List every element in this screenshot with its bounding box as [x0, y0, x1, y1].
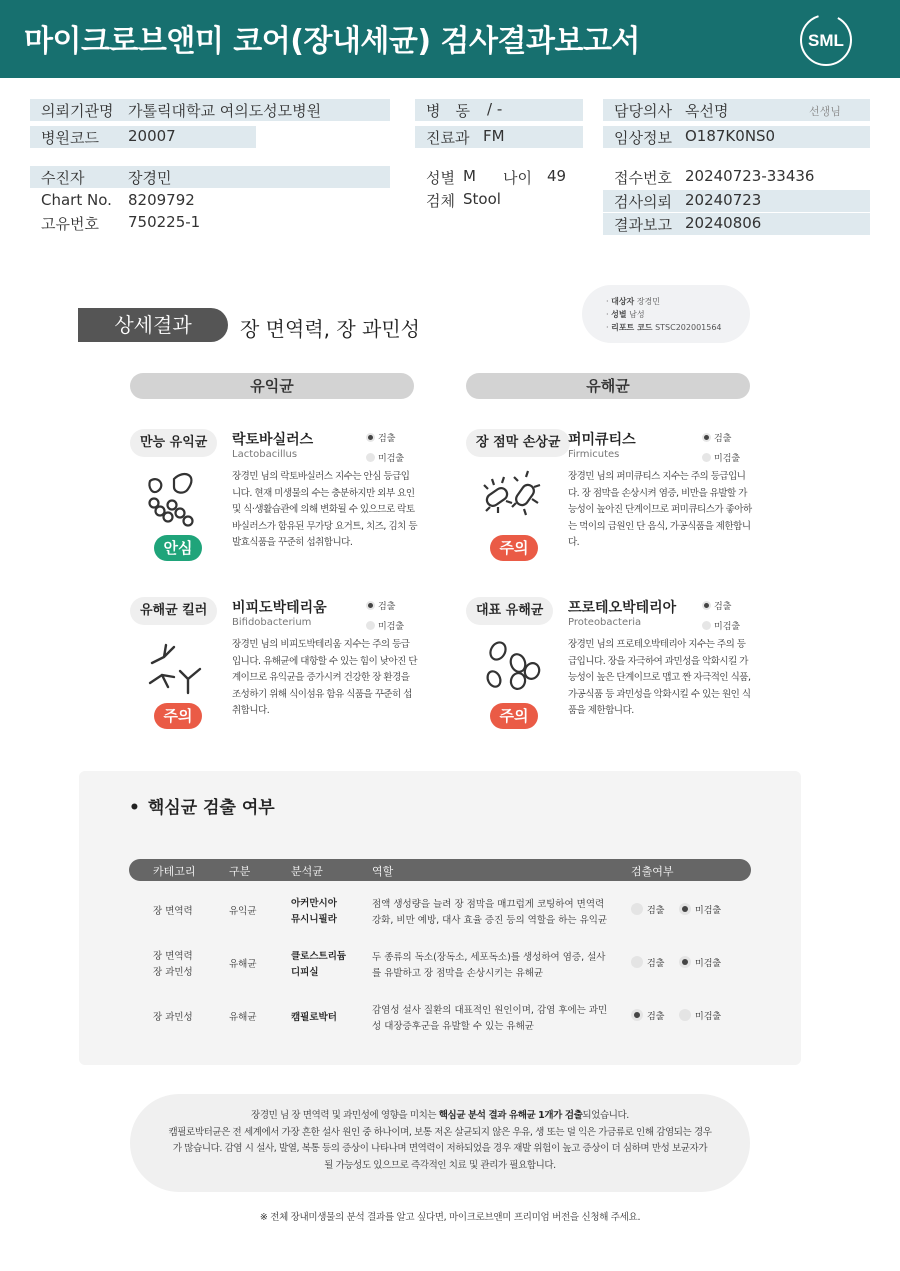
radio-empty-icon	[702, 621, 711, 630]
bacteria-description: 장경민 님의 비피도박테리움 지수는 주의 등급입니다. 유해균에 대항할 수 있는 힘이 낮아진 단계이므로 유익균을 증가시켜 건강한 장 환경을 조성하기 위해 식이섬유 함유 식품을 꾸준히 섭취합니다.	[232, 639, 418, 716]
note-subject: 장경민	[636, 297, 661, 306]
bacteria-latin-name: Lactobacillus	[232, 449, 298, 460]
institution-value: 가톨릭대학교 여의도성모병원	[128, 102, 322, 120]
chart-value: 8209792	[128, 191, 195, 209]
core-bacteria-panel	[79, 771, 801, 1065]
bacteria-card-bifidobacterium	[130, 597, 460, 737]
summary-line-2: 캠필로박터균은 전 세계에서 가장 흔한 설사 원인 중 하나이며, 보통 저온 살균되지 않은 우유, 생 또는 덜 익은 가금류로 인해 감염되는 경우	[168, 1126, 712, 1138]
note-sex: 남성	[629, 310, 645, 319]
summary-line-3: 가 많습니다. 감염 시 설사, 발열, 복통 등의 증상이 나타나며 면역력이 저하되었을 경우 재발 위험이 높고 증상이 더 심하며 만성 보균자가	[172, 1143, 708, 1154]
unique-value: 750225-1	[128, 213, 201, 231]
radio-empty-icon	[366, 453, 375, 462]
detail-section-tab: 상세결과	[78, 308, 228, 342]
dept-value: FM	[483, 127, 505, 145]
report-note-box: · 대상자 장경민 · 성별 남성 · 리포트 코드 STSC202001564	[582, 285, 750, 343]
request-value: 20240723	[685, 191, 762, 209]
hospital-code-row	[30, 126, 256, 148]
core-table-header	[129, 859, 751, 881]
header-role: 역할	[372, 865, 394, 878]
bacteria-latin-name: Firmicutes	[568, 449, 620, 460]
bacteria-category: 대표 유해균	[466, 597, 553, 625]
table-row	[129, 997, 751, 1041]
note-code: STSC202001564	[655, 323, 722, 332]
core-bacteria-title: • 핵심균 검출 여부	[129, 793, 275, 818]
row-bacteria: 클로스트리듐	[291, 951, 347, 962]
report-date-label: 결과보고	[614, 216, 672, 234]
specimen-value: Stool	[463, 190, 501, 208]
proteobacteria-icon	[480, 635, 544, 699]
not-detected-option: 미검출	[366, 451, 404, 464]
bacteria-card-proteobacteria	[466, 597, 796, 737]
bacteria-card-firmicutes	[466, 429, 796, 569]
receipt-value: 20240723-33436	[685, 167, 815, 185]
footnote: ※ 전체 장내미생물의 분석 결과를 알고 싶다면, 마이크로브앤미 프리미엄 버전을 신청해 주세요.	[259, 1212, 641, 1223]
institution-row	[30, 99, 390, 121]
chart-label: Chart No.	[41, 191, 112, 209]
detected-option: 검출	[366, 431, 395, 444]
detected-option: 검출	[702, 431, 731, 444]
row-bacteria: 아커만시아	[291, 898, 337, 909]
sex-age-row	[415, 166, 585, 188]
summary-line-1: 장경민 님 장 면역력 및 과민성에 영향을 미치는 핵심균 분석 결과 유해균 1개가 검출되었습니다.	[251, 1110, 629, 1121]
row-not-detected-option: 미검출	[679, 903, 721, 916]
row-category: 장 면역력	[153, 906, 193, 917]
note-subject-label: 대상자	[611, 297, 635, 306]
row-detected-option: 검출	[631, 1009, 664, 1022]
age-label: 나이	[503, 169, 532, 187]
bacteria-description: 장경민 님의 퍼미큐티스 지수는 주의 등급입니다. 장 점막을 손상시켜 염증, 비만을 유발할 가능성이 높아진 단계이므로 퍼미큐티스가 좋아하는 먹이의 급원인 단 음식, 가공식품을 제한합니다.	[568, 471, 752, 548]
clinical-value: O187K0NS0	[685, 127, 776, 145]
sex-value: M	[463, 167, 476, 185]
bacteria-name: 프로테오박테리아	[568, 600, 677, 616]
row-type: 유익균	[229, 906, 257, 917]
request-row	[603, 190, 870, 212]
bacteria-latin-name: Bifidobacterium	[232, 617, 312, 628]
beneficial-column-header: 유익균	[130, 373, 414, 399]
age-value: 49	[547, 167, 567, 185]
not-detected-option: 미검출	[702, 619, 740, 632]
chart-row	[30, 190, 390, 212]
table-row	[129, 891, 751, 935]
radio-selected-icon	[702, 433, 711, 442]
header-category: 카테고리	[153, 865, 196, 878]
row-category: 장 과민성	[153, 1012, 193, 1023]
bacteria-category: 유해균 킬러	[130, 597, 217, 625]
status-badge: 주의	[490, 703, 538, 729]
summary-box	[130, 1094, 750, 1192]
detected-option: 검출	[366, 599, 395, 612]
row-role: 두 종류의 독소(장독소, 세포독소)를 생성하여 염증, 설사를 유발하고 장 점막을 손상시키는 유해균	[372, 952, 606, 979]
report-date-row	[603, 213, 870, 235]
row-role: 점액 생성량을 늘려 장 점막을 매끄럽게 코팅하여 면역력 강화, 비만 예방, 대사 효율 증진 등의 역할을 하는 유익균	[372, 899, 608, 926]
specimen-row	[415, 189, 585, 211]
row-bacteria: 캠필로박터	[291, 1012, 337, 1023]
bacteria-latin-name: Proteobacteria	[568, 617, 642, 628]
clinical-label: 임상정보	[614, 129, 672, 147]
bifidobacterium-icon	[144, 635, 208, 699]
status-badge: 주의	[490, 535, 538, 561]
hospital-code-value: 20007	[128, 127, 176, 145]
firmicutes-icon	[480, 467, 544, 531]
bacteria-name: 퍼미큐티스	[568, 432, 636, 448]
row-role: 감염성 설사 질환의 대표적인 원인이며, 감염 후에는 과민성 대장증후군을 유발할 수 있는 유해균	[372, 1005, 608, 1032]
detected-option: 검출	[702, 599, 731, 612]
row-category: 장 면역력	[153, 951, 193, 962]
patient-row	[30, 166, 390, 188]
row-not-detected-option: 미검출	[679, 956, 721, 969]
dept-row	[415, 126, 583, 148]
patient-label: 수진자	[41, 169, 85, 187]
bacteria-name: 비피도박테리움	[232, 600, 327, 616]
ward-row	[415, 99, 583, 121]
bacteria-name: 락토바실러스	[232, 432, 314, 448]
lactobacillus-icon	[144, 467, 208, 531]
not-detected-option: 미검출	[366, 619, 404, 632]
sml-logo-text: SML	[808, 31, 844, 50]
detail-section-subtitle: 장 면역력, 장 과민성	[240, 317, 420, 341]
report-header	[0, 0, 900, 78]
doctor-label: 담당의사	[614, 102, 672, 120]
status-badge: 안심	[154, 535, 202, 561]
hospital-code-label: 병원코드	[41, 129, 99, 147]
bacteria-category: 장 점막 손상균	[466, 429, 570, 457]
unique-row	[30, 212, 390, 234]
bacteria-description: 장경민 님의 락토바실러스 지수는 안심 등급입니다. 현재 미생물의 수는 충분하지만 외부 요인 및 식·생활습관에 의해 변화될 수 있으므로 락토바실러스가 함유된 무가당 요거트, 치즈, 김치 등 발효식품을 꾸준히 섭취합니다.	[232, 471, 418, 548]
radio-empty-icon	[702, 453, 711, 462]
bacteria-card-lactobacillus	[130, 429, 460, 569]
row-type: 유해균	[229, 1012, 257, 1023]
not-detected-option: 미검출	[702, 451, 740, 464]
row-detected-option: 검출	[631, 903, 664, 916]
header-bacteria: 분석균	[291, 865, 323, 878]
specimen-label: 검체	[426, 192, 455, 210]
note-sex-label: 성별	[611, 310, 627, 319]
clinical-row	[603, 126, 870, 148]
radio-selected-icon	[366, 433, 375, 442]
sml-logo	[798, 12, 854, 68]
report-title: 마이크로브앤미 코어(장내세균) 검사결과보고서	[24, 24, 640, 59]
institution-label: 의뢰기관명	[41, 102, 114, 120]
bacteria-category: 만능 유익균	[130, 429, 217, 457]
doctor-row	[603, 99, 870, 121]
ward-label: 병 동	[426, 102, 470, 120]
doctor-value: 옥선명	[685, 102, 729, 120]
patient-value: 장경민	[128, 169, 172, 187]
request-label: 검사의뢰	[614, 193, 672, 211]
ward-value: / -	[487, 100, 503, 118]
sex-label: 성별	[426, 169, 455, 187]
status-badge: 주의	[154, 703, 202, 729]
header-detection: 검출여부	[631, 865, 674, 878]
harmful-column-header: 유해균	[466, 373, 750, 399]
table-row	[129, 944, 751, 988]
radio-selected-icon	[366, 601, 375, 610]
row-type: 유해균	[229, 959, 257, 970]
receipt-label: 접수번호	[614, 169, 672, 187]
row-not-detected-option: 미검출	[679, 1009, 721, 1022]
radio-empty-icon	[366, 621, 375, 630]
unique-label: 고유번호	[41, 215, 99, 233]
row-bacteria-line2: 디피실	[291, 967, 319, 978]
row-category-line2: 장 과민성	[153, 967, 193, 978]
radio-selected-icon	[702, 601, 711, 610]
header-type: 구분	[229, 865, 251, 878]
row-bacteria-line2: 뮤시니필라	[291, 914, 337, 925]
doctor-suffix: 선생님	[809, 105, 841, 118]
dept-label: 진료과	[426, 129, 470, 147]
row-detected-option: 검출	[631, 956, 664, 969]
report-date-value: 20240806	[685, 214, 762, 232]
bacteria-description: 장경민 님의 프로테오박테리아 지수는 주의 등급입니다. 장을 자극하여 과민성을 악화시킬 가능성이 높은 단계이므로 맵고 짠 자극적인 식품, 가공식품 등 과민성을 악화시킬 수 있는 원인 식품을 제한합니다.	[568, 639, 751, 716]
summary-line-4: 될 가능성도 있으므로 즉각적인 치료 및 관리가 필요합니다.	[324, 1159, 556, 1171]
note-code-label: 리포트 코드	[611, 323, 653, 332]
receipt-row	[603, 166, 870, 188]
